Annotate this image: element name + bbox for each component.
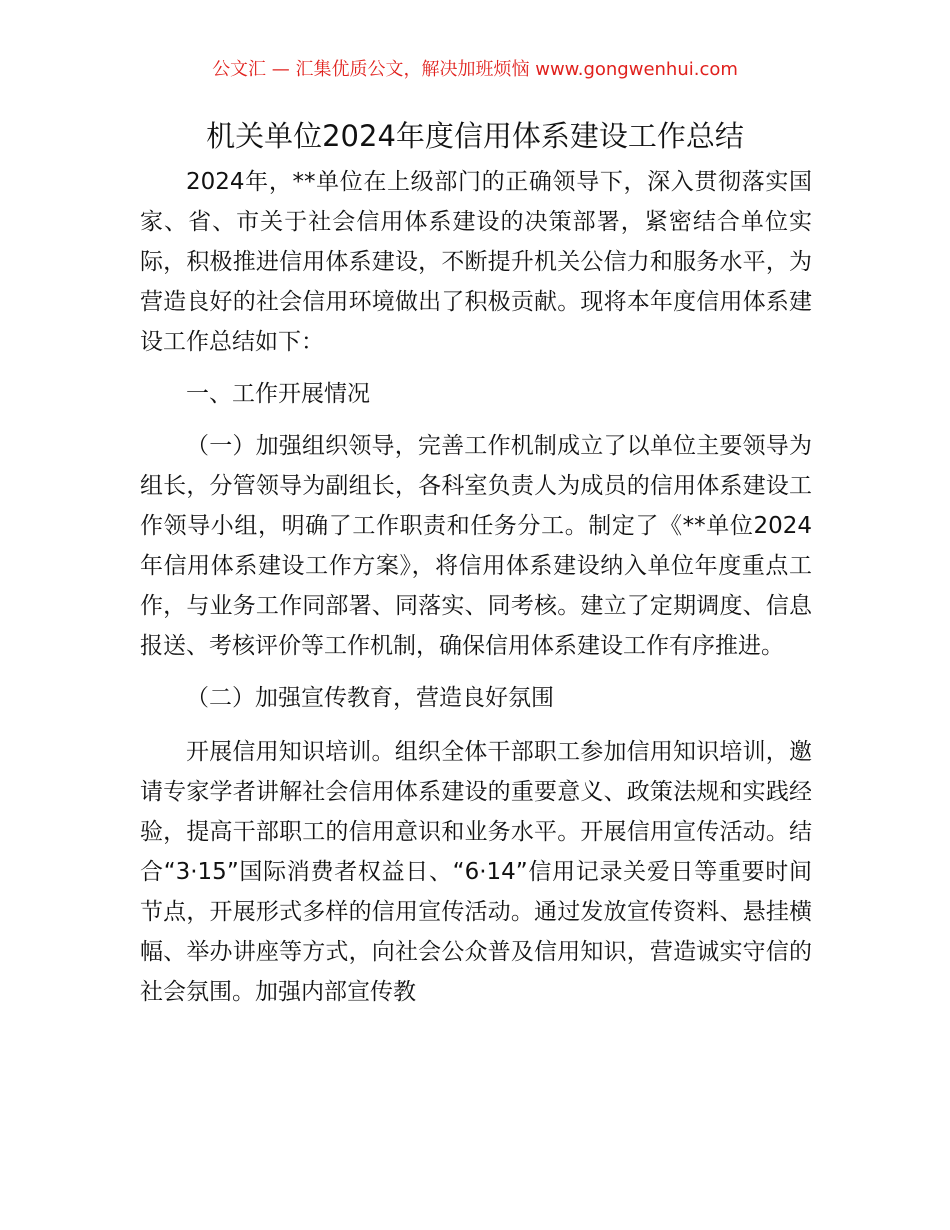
subsection-organization-paragraph: （一）加强组织领导，完善工作机制成立了以单位主要领导为组长，分管领导为副组长，各科室负责人为成员的信用体系建设工作领导小组，明确了工作职责和任务分工。制定了《**单位2024年信用体系建设工作方案》，将信用体系建设纳入单位年度重点工作，与业务工作同部署、同落实、同考核。建立了定期调度、信息报送、考核评价等工作机制，确保信用体系建设工作有序推进。 xyxy=(140,433,812,659)
subsection-heading-publicity: （二）加强宣传教育，营造良好氛围 xyxy=(186,685,554,711)
publicity-paragraph: 开展信用知识培训。组织全体干部职工参加信用知识培训，邀请专家学者讲解社会信用体系建设的重要意义、政策法规和实践经验，提高干部职工的信用意识和业务水平。开展信用宣传活动。结合“3·15”国际消费者权益日、“6·14”信用记录关爱日等重要时间节点，开展形式多样的信用宣传活动。通过发放宣传资料、悬挂横幅、举办讲座等方式，向社会公众普及信用知识，营造诚实守信的社会氛围。加强内部宣传教 xyxy=(140,739,812,1005)
document-title: 机关单位2024年度信用体系建设工作总结 xyxy=(206,119,744,153)
document-body xyxy=(140,162,812,1012)
intro-paragraph: 2024年，**单位在上级部门的正确领导下，深入贯彻落实国家、省、市关于社会信用体系建设的决策部署，紧密结合单位实际，积极推进信用体系建设，不断提升机关公信力和服务水平，为营造良好的社会信用环境做出了积极贡献。现将本年度信用体系建设工作总结如下： xyxy=(140,169,812,355)
site-watermark-header: 公文汇 — 汇集优质公文，解决加班烦恼 www.gongwenhui.com xyxy=(212,59,738,80)
section-heading-work-progress: 一、工作开展情况 xyxy=(186,381,370,407)
